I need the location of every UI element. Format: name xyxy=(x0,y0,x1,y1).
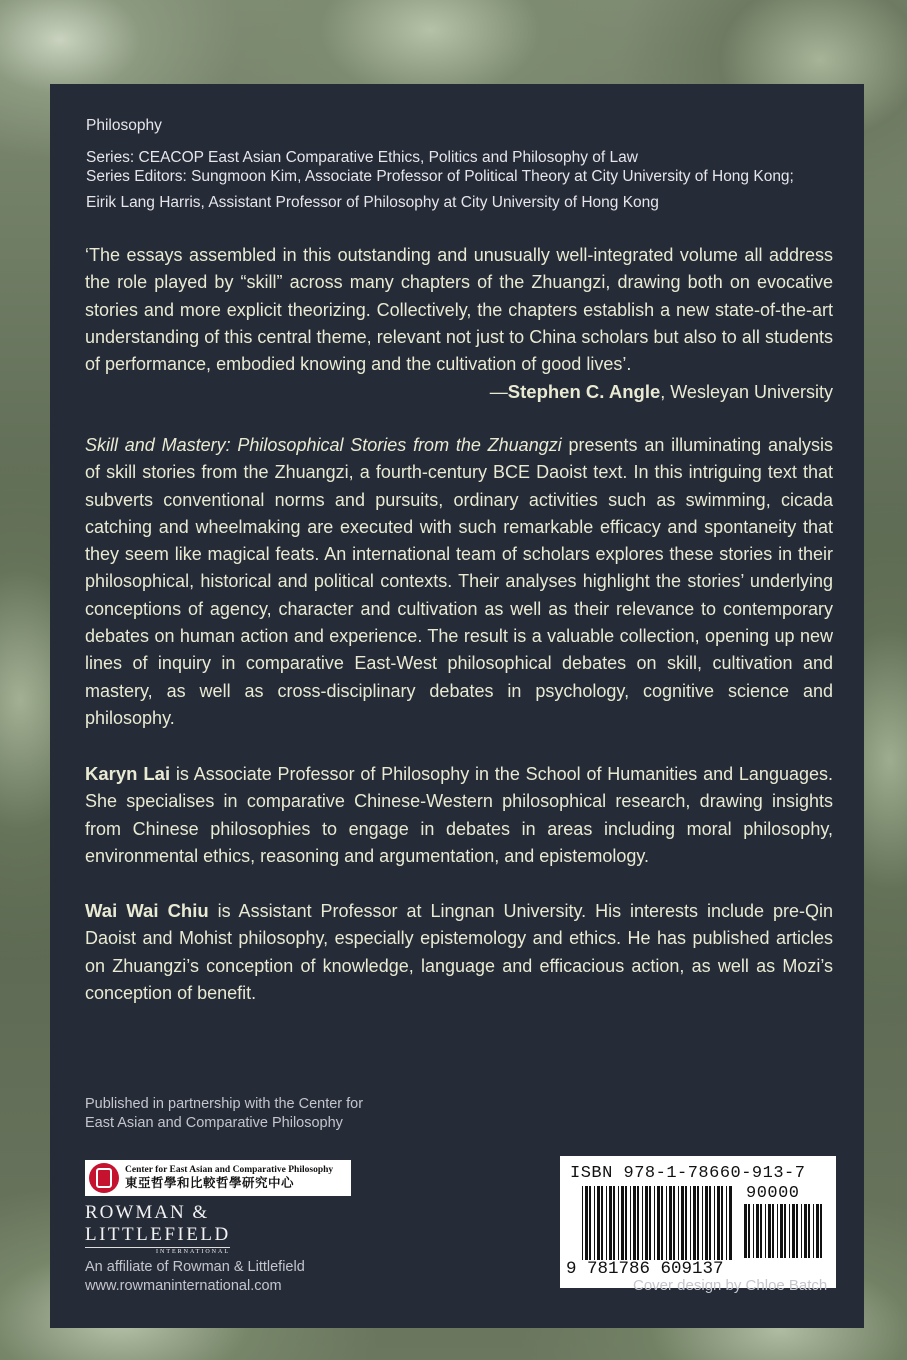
author-name-1: Karyn Lai xyxy=(85,763,171,784)
barcode-bar xyxy=(666,1186,667,1260)
barcode-bar xyxy=(729,1186,732,1260)
description-text: presents an illuminating analysis of skill stories from the Zhuangzi, a fourth-century BCE Daoist text. In this intriguing text that subverts conventional norms and pursuits, ordinary activities such as swimming, cicada catching and wheelmaking are executed with such remarkable efficacy and spontaneity that they seem like magical feats. An international team of scholars explores these stories in their philosophical, historical and political contexts. Their analyses highlight the stories’ underlying conceptions of agency, character and cultivation as well as their relevance to contemporary debates on human action and experience. The result is a valuable collection, opening up new lines of inquiry in comparative East-West philosophical debates on skill, cultivation and mastery, as well as cross-disciplinary debates in psychology, cognitive science and philosophy. xyxy=(85,435,833,728)
barcode-bar xyxy=(753,1204,754,1258)
barcode-bar xyxy=(792,1204,795,1258)
barcode-bar xyxy=(585,1186,588,1260)
barcode-bar xyxy=(654,1186,655,1260)
barcode-bar xyxy=(597,1186,600,1260)
barcode-bar xyxy=(765,1204,766,1258)
barcode-bar xyxy=(669,1186,672,1260)
barcode-bar xyxy=(601,1186,603,1260)
barcode-bar xyxy=(714,1186,715,1260)
barcode-bar xyxy=(589,1186,591,1260)
category-label: Philosophy xyxy=(86,117,162,134)
barcode-bar xyxy=(678,1186,679,1260)
author-bio-wai-wai-chiu xyxy=(85,897,833,1007)
partnership-line-2: East Asian and Comparative Philosophy xyxy=(85,1115,343,1131)
barcode-bar xyxy=(705,1186,708,1260)
isbn-text: ISBN 978-1-78660-913-7 xyxy=(570,1164,806,1183)
barcode-bar xyxy=(621,1186,624,1260)
book-title: Skill and Mastery: Philosophical Stories from the Zhuangzi xyxy=(85,435,562,455)
publisher-logo-line-1: ROWMAN & xyxy=(85,1202,210,1223)
barcode-bar xyxy=(726,1186,727,1260)
barcode-bar xyxy=(808,1204,810,1258)
website-line: www.rowmaninternational.com xyxy=(85,1278,282,1294)
barcode-bar xyxy=(748,1204,750,1258)
center-logo xyxy=(85,1160,351,1196)
barcode-bar xyxy=(613,1186,615,1260)
barcode-bar xyxy=(657,1186,660,1260)
endorser-affiliation: , Wesleyan University xyxy=(660,382,833,402)
series-editors-line-2: Eirik Lang Harris, Assistant Professor of Philosophy at City University of Hong Kong xyxy=(86,194,659,211)
barcode-bar xyxy=(681,1186,684,1260)
barcode-bar xyxy=(693,1186,696,1260)
cover-credit: Cover design by Chloe Batch xyxy=(633,1277,828,1294)
author-name-2: Wai Wai Chiu xyxy=(85,900,209,921)
barcode-bar xyxy=(756,1204,759,1258)
barcode-bar xyxy=(606,1186,607,1260)
barcode-bar xyxy=(789,1204,790,1258)
barcode-bar xyxy=(820,1204,822,1258)
barcode-bar xyxy=(661,1186,663,1260)
publisher-logo-line-2: LITTLEFIELD xyxy=(85,1224,231,1245)
barcode-bar xyxy=(816,1204,819,1258)
isbn-barcode xyxy=(560,1156,836,1288)
endorser-name: Stephen C. Angle xyxy=(507,381,661,402)
book-description xyxy=(85,432,833,732)
barcode-bar xyxy=(744,1204,747,1258)
back-cover-panel xyxy=(50,84,864,1328)
author-bio-text-2: is Assistant Professor at Lingnan University. His interests include pre-Qin Daoist and Mohist philosophy, especially epistemology and ethics. He has published articles on Zhuangzi’s conception of knowledge, language and efficacious action, as well as Mozi’s conception of benefit. xyxy=(85,901,833,1003)
barcode-bar xyxy=(709,1186,711,1260)
barcode-bar xyxy=(637,1186,639,1260)
barcode-bar xyxy=(772,1204,774,1258)
center-logo-chinese: 東亞哲學和比較哲學研究中心 xyxy=(125,1176,295,1190)
barcode-bar xyxy=(760,1204,762,1258)
barcode-bar xyxy=(796,1204,798,1258)
barcode-bar xyxy=(618,1186,619,1260)
barcode-bar xyxy=(609,1186,612,1260)
barcode-digits: 9 781786 609137 xyxy=(566,1259,724,1279)
affiliate-line: An affiliate of Rowman & Littlefield xyxy=(85,1259,305,1275)
series-editors-line-1: Series Editors: Sungmoon Kim, Associate Professor of Political Theory at City University of Hong Kong; xyxy=(86,168,794,185)
barcode-bar xyxy=(784,1204,786,1258)
barcode-bar xyxy=(645,1186,648,1260)
barcode-bar xyxy=(702,1186,703,1260)
endorsement-text: ‘The essays assembled in this outstanding and unusually well-integrated volume all address the role played by “skill” across many chapters of the Zhuangzi, drawing both on evocative stories and more explicit theorizing. Collectively, the chapters establish a new state-of-the-art understanding of this central theme, relevant not just to China scholars but also to all students of performance, embodied knowing and the cultivation of good lives’. xyxy=(85,245,833,375)
author-bio-karyn-lai xyxy=(85,760,833,870)
endorsement-attribution xyxy=(85,378,833,406)
barcode-bar xyxy=(649,1186,651,1260)
barcode-bar xyxy=(801,1204,802,1258)
barcode-bar xyxy=(697,1186,699,1260)
barcode-bar xyxy=(804,1204,807,1258)
barcode-bar xyxy=(594,1186,595,1260)
partnership-line-1: Published in partnership with the Center for xyxy=(85,1096,364,1112)
barcode-bar xyxy=(780,1204,783,1258)
center-seal-icon xyxy=(89,1163,119,1193)
barcode-bar xyxy=(685,1186,687,1260)
barcode-bar xyxy=(813,1204,814,1258)
barcode-bar xyxy=(673,1186,675,1260)
barcode-bar xyxy=(582,1186,583,1260)
barcode-bar xyxy=(777,1204,778,1258)
publisher-logo xyxy=(85,1202,231,1257)
author-bio-text-1: is Associate Professor of Philosophy in the School of Humanities and Languages. She specialises in comparative Chinese-Western philosophical research, drawing insights from Chinese philosophies to engage in debates in areas including moral philosophy, environmental ethics, reasoning and argumentation, and epistemology. xyxy=(85,764,834,866)
barcode-bar xyxy=(625,1186,627,1260)
barcode-bar xyxy=(690,1186,691,1260)
barcode-bar xyxy=(633,1186,636,1260)
barcode-bar xyxy=(630,1186,631,1260)
center-logo-english: Center for East Asian and Comparative Philosophy xyxy=(125,1165,334,1175)
barcode-bar xyxy=(717,1186,720,1260)
barcode-bar xyxy=(642,1186,643,1260)
barcode-bar xyxy=(721,1186,723,1260)
barcode-bar xyxy=(768,1204,771,1258)
publisher-logo-line-3: INTERNATIONAL xyxy=(156,1249,230,1255)
series-line: Series: CEACOP East Asian Comparative Ethics, Politics and Philosophy of Law xyxy=(86,149,638,166)
endorsement-dash: — xyxy=(489,382,508,402)
endorsement-quote xyxy=(85,242,833,378)
barcode-addon-digits: 90000 xyxy=(746,1184,800,1203)
